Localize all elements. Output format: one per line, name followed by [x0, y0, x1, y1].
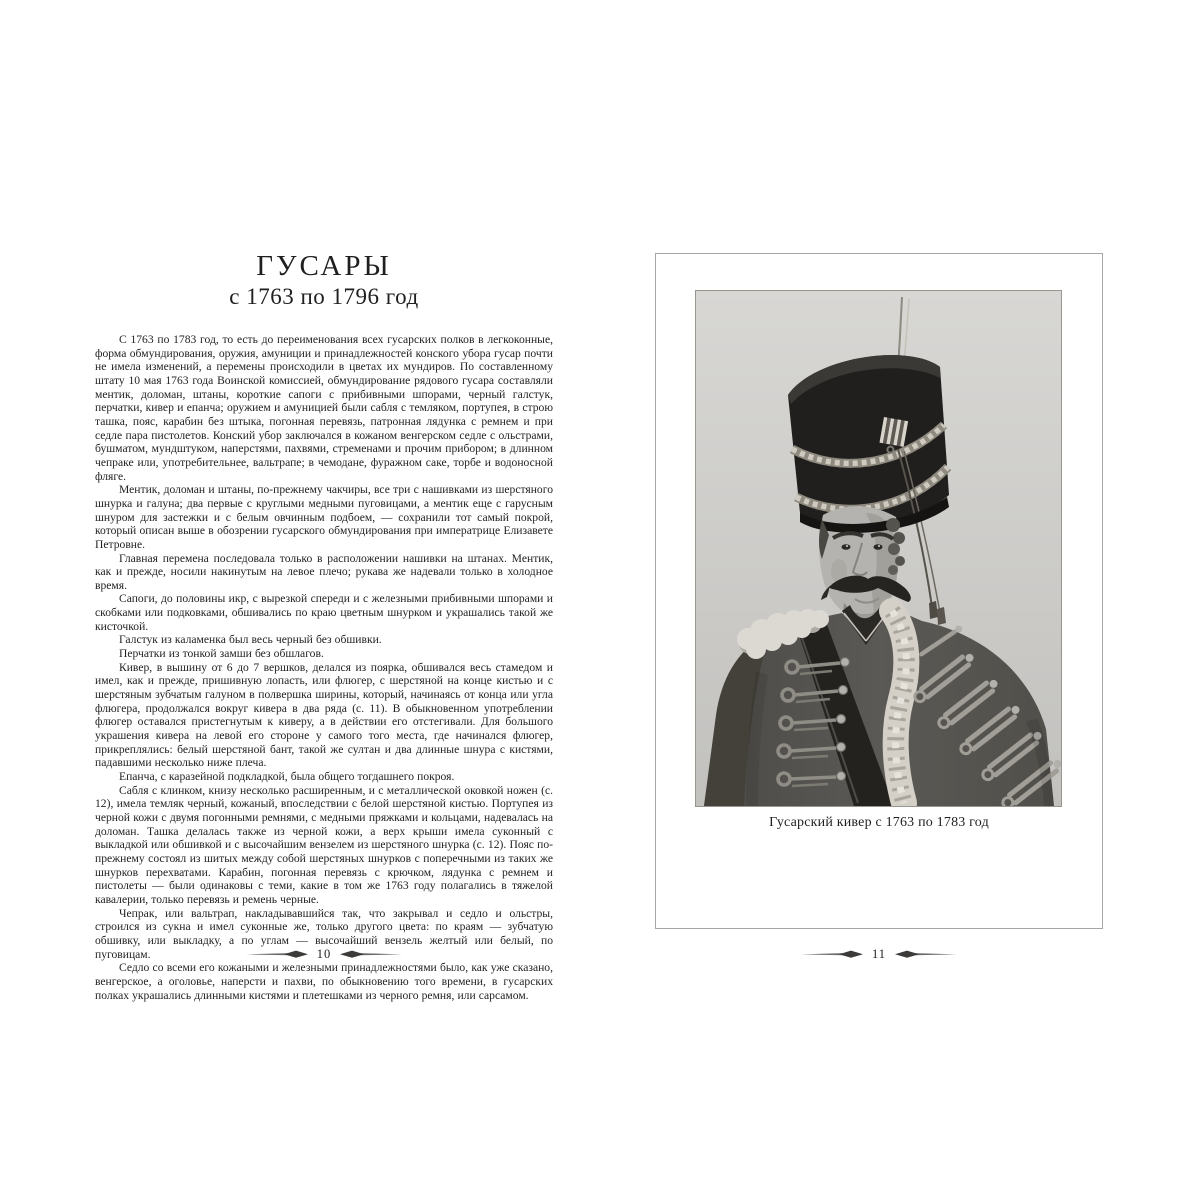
body-paragraph: Чепрак, или вальтрап, накладывавшийся так, что закрывал и седло и ольстры, строился из сукна и имел суконные же, только другого цвета: по краям — зубчатую обшивку, или выкладку, а по углам — высочайший вензель желтый или белый, по пуговицам. [95, 906, 553, 961]
diamond-rule-icon [801, 948, 863, 960]
body-paragraph: Седло со всеми его кожаными и железными принадлежностями было, как уже сказано, венгерское, а оголовье, наперсти и пахви, по обыкновению того времени, в гусарских полках украшались длинными кистями и плетешками из черного ремня, или сарсамом. [95, 961, 553, 1002]
body-paragraph: Кивер, в вышину от 6 до 7 вершков, делался из поярка, обшивался весь стамедом и имел, как и прежде, пришивную лопасть, или флюгер, с шерстяной на конце кистью и с шерстяным зубчатым галуном в полвершка ширины, который, начинаясь от конца или угла флюгера, продолжался вокруг кивера в два ряда (с. 11). В обыкновенном употреблении флюгер оставался пристегнутым к киверу, а в действии его отстегивали. Для большого украшения кивера на левой его стороне у самого того места, где начинался флюгер, прикреплялись: белый шерстяной бант, такой же султан и два длинные шнура с кистями, падавшими несколько ниже плеча. [95, 660, 553, 770]
body-paragraph: Епанча, с каразейной подкладкой, была общего тогдашнего покроя. [119, 770, 455, 783]
hussar-portrait-illustration [696, 291, 1061, 806]
body-paragraph: Сабля с клинком, книзу несколько расширенным, и с металлической оковкой ножен (с. 12), имела темляк черный, кожаный, впоследствии с белой шерстяной кистью. Портупея из черной кожи с двумя погонными ремнями, с медными пряжками и кольцами, надевалась на доломан. Ташка делалась также из черной кожи, а верх крыши имела суконный с выкладкой или обшивкой и с высочайшим вензелем из шерстяного шнурка (с. 12). Пояс по-прежнему состоял из шитых между собой шерстяных шнурков с поперечными из таких же шнурков перехватами. Карабин, погонная перевязь с крючком, лядунка с ремнем и пистолеты — были одинаковы с теми, какие в том же 1763 году полагались в тяжелой кавалерии, только перевязь и ремень черные. [95, 783, 553, 906]
left-page-footer [95, 946, 553, 962]
illustration-caption: Гусарский кивер с 1763 по 1783 год [769, 815, 989, 830]
diamond-rule-icon [246, 948, 308, 960]
diamond-rule-icon [340, 948, 402, 960]
body-paragraph: Главная перемена последовала только в расположении нашивки на штанах. Ментик, как и прежде, носили накинутым на левое плечо; рукава же надевали только в холодное время. [95, 551, 553, 592]
hussar-engraving [696, 291, 1061, 806]
body-paragraph: Галстук из каламенка был весь черный без обшивки. [119, 633, 382, 647]
left-page [95, 250, 553, 1002]
page-subtitle: с 1763 по 1796 год [229, 284, 419, 309]
body-paragraph: Перчатки из тонкой замши без обшлагов. [119, 647, 324, 661]
right-page-footer [655, 946, 1103, 962]
body-paragraph: С 1763 по 1783 год, то есть до переименования всех гусарских полков в легкоконные, форма обмундирования, оружия, амуниции и принадлежностей конского убора гусар почти не имела изменений, а перемены происходили в цветах их мундиров. По составленному штату 10 мая 1763 года Воинской комиссией, обмундирование рядового гусара составляли ментик, доломан, штаны, короткие сапоги с прибивными шпорами, черный галстук, перчатки, кивер и епанча; оружием и амуницией были сабля с темляком, портупея, в строю ташка, пояс, карабин без штыка, погонная перевязь, патронная лядунка с ремнем и при седле пара пистолетов. Конский убор заключался в кожаном венгерском седле с ольстрами, бушматом, мундштуком, наперстями, пахвями, стременами и прочим прибором; в длинном чепраке или, употребительнее, вальтрапе; в чемодане, фуражном саке, торбе и водоносной фляге. [95, 333, 553, 483]
diamond-rule-icon [895, 948, 957, 960]
plate-frame [655, 253, 1103, 929]
body-text [95, 333, 553, 1002]
page-number-right: 11 [871, 946, 887, 961]
body-paragraph: Ментик, доломан и штаны, по-прежнему чакчиры, все три с нашивками из шерстяного шнурка и галуна; два первые с круглыми медными пуговицами, а ментик еще с гарусным шнуром для застежки и с белым овчинным подбоем, — сохранили тот самый покрой, который описан выше в обозрении гусарского обмундирования при императрице Елизавете Петровне. [95, 483, 553, 551]
body-paragraph: Сапоги, до половины икр, с вырезкой спереди и с железными прибивными шпорами и скобками или подковками, обшивались по краю цветным шнурком и украшались такой же кисточкой. [95, 592, 553, 633]
page-title: ГУСАРЫ [256, 250, 392, 282]
page-number-left: 10 [316, 946, 332, 961]
